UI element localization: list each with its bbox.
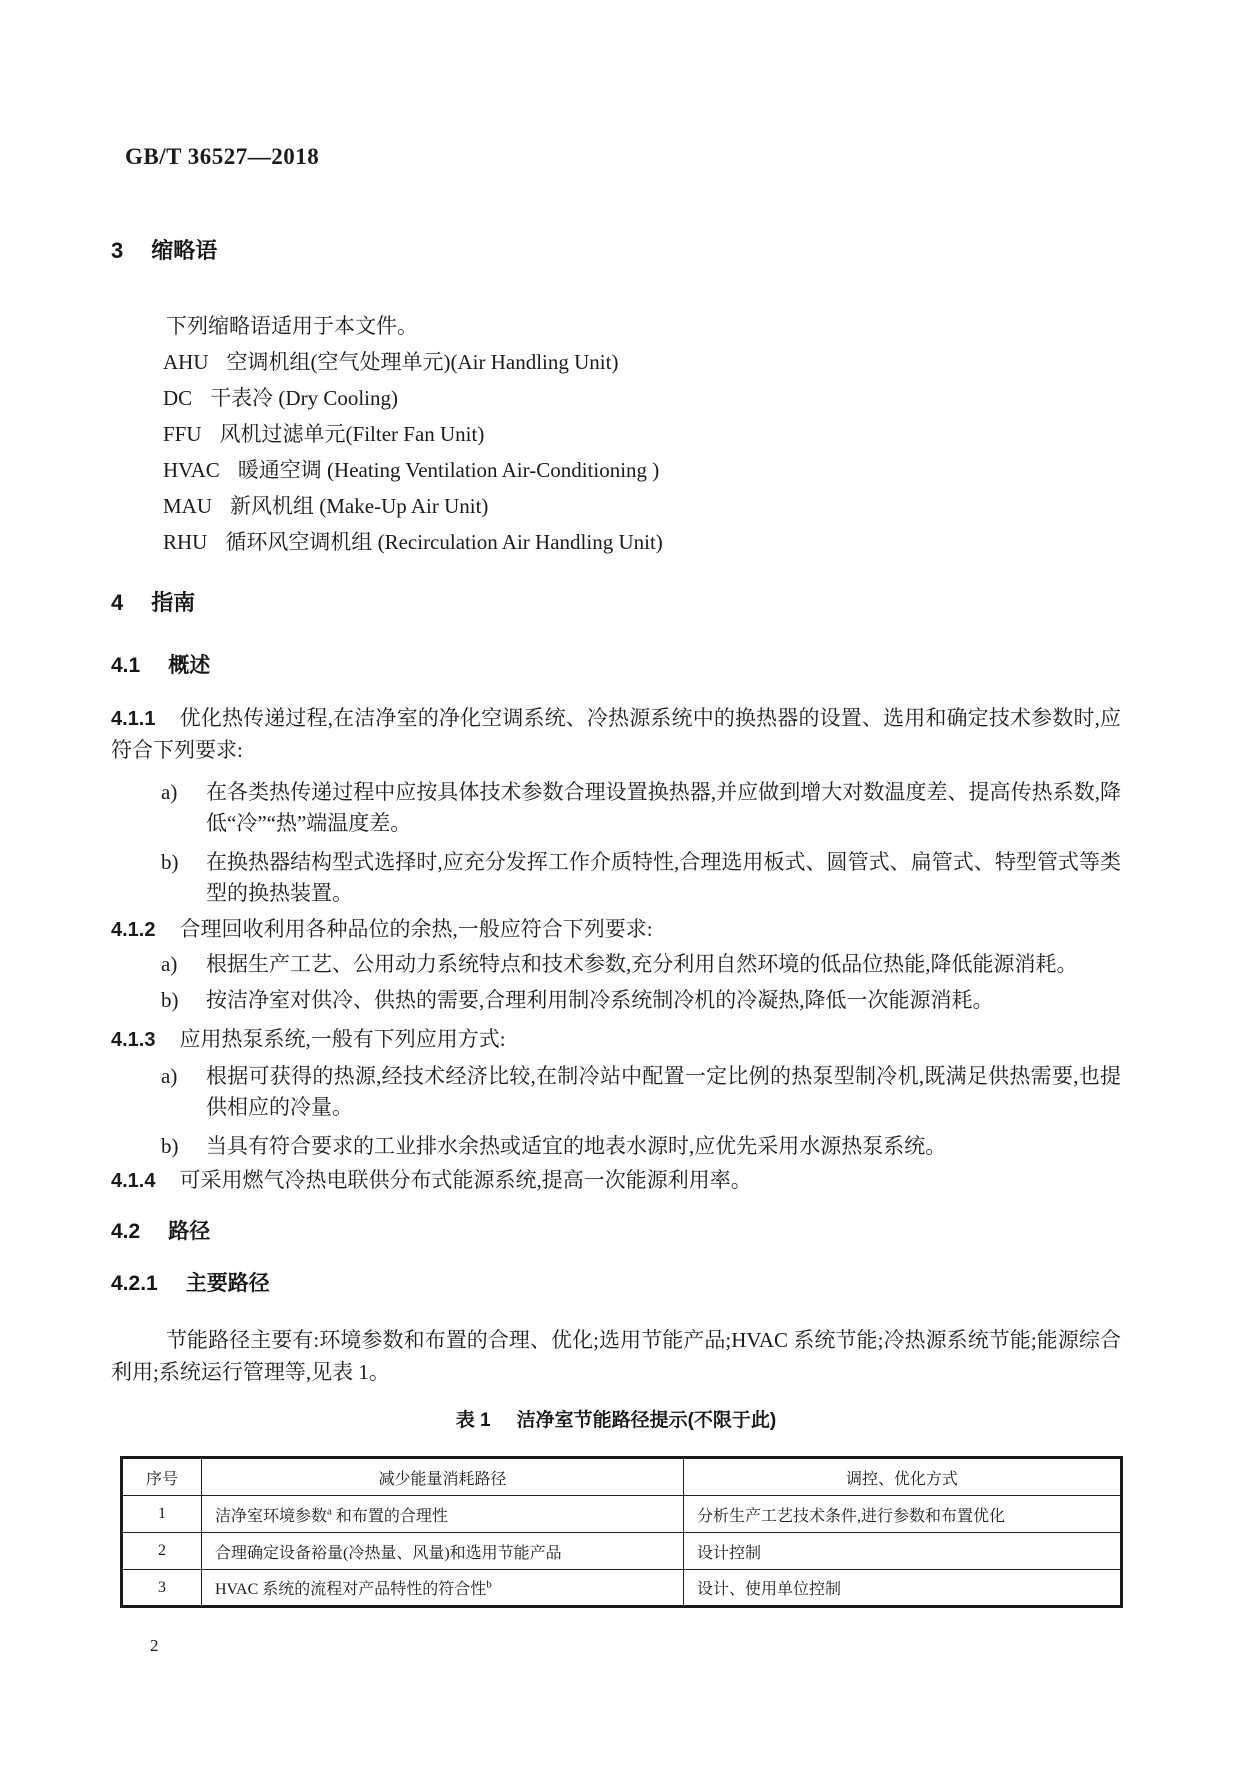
- section42-heading: [111, 1219, 1121, 1245]
- path-cell: [202, 1570, 684, 1607]
- abbr-row-hvac: [111, 452, 1121, 488]
- item-label: a): [161, 1064, 178, 1088]
- section3-heading: [111, 238, 1121, 264]
- section4-heading: [111, 590, 1121, 616]
- section41-title: 概述: [168, 654, 211, 677]
- item-text: 根据生产工艺、公用动力系统特点和技术参数,充分利用自然环境的低品位热能,降低能源消耗。: [206, 952, 1078, 976]
- abbr-definition: 空调机组(空气处理单元)(Air Handling Unit): [226, 350, 619, 374]
- footnote-ref-b: b: [486, 1578, 492, 1591]
- list-item-4-1-2-a: [111, 949, 1121, 980]
- abbr-definition: 风机过滤单元(Filter Fan Unit): [219, 422, 485, 446]
- abbr-code: AHU: [163, 350, 209, 374]
- abbr-code: DC: [163, 386, 193, 410]
- section3-title: 缩略语: [151, 238, 218, 263]
- abbr-row-mau: [111, 488, 1121, 524]
- item-label: a): [161, 952, 178, 976]
- column-header-path: 减少能量消耗路径: [202, 1458, 684, 1496]
- control-cell: 设计控制: [684, 1533, 1122, 1570]
- table1: [120, 1456, 1123, 1608]
- abbr-definition: 循环风空调机组 (Recirculation Air Handling Unit): [225, 530, 663, 554]
- path-text: HVAC 系统的流程对产品特性的符合性: [215, 1581, 487, 1598]
- item-label: b): [161, 988, 179, 1012]
- item-text: 当具有符合要求的工业排水余热或适宜的地表水源时,应优先采用水源热泵系统。: [206, 1134, 947, 1158]
- section42-number: 4.2: [111, 1220, 141, 1243]
- path-text: 合理确定设备裕量(冷热量、风量)和选用节能产品: [215, 1544, 562, 1562]
- clause-text: 优化热传递过程,在洁净室的净化空调系统、冷热源系统中的换热器的设置、选用和确定技术参数时,应符合下列要求:: [111, 706, 1121, 762]
- paragraph-energy-paths: 节能路径主要有:环境参数和布置的合理、优化;选用节能产品;HVAC 系统节能;冷热源系统节能;能源综合利用;系统运行管理等,见表 1。: [111, 1328, 1121, 1384]
- item-label: a): [161, 780, 178, 804]
- clause-text: 应用热泵系统,一般有下列应用方式:: [179, 1027, 506, 1051]
- clause-text: 合理回收利用各种品位的余热,一般应符合下列要求:: [179, 917, 653, 941]
- footnote-ref-a: a: [327, 1505, 332, 1518]
- path-tail: 和布置的合理性: [331, 1507, 448, 1525]
- section41-number: 4.1: [111, 654, 141, 677]
- section42-title: 路径: [168, 1220, 211, 1243]
- item-text: 在换热器结构型式选择时,应充分发挥工作介质特性,合理选用板式、圆管式、扁管式、特型管式等类型的换热装置。: [206, 850, 1121, 905]
- abbr-row-ffu: [111, 416, 1121, 452]
- clause-number: 4.1.1: [111, 708, 156, 730]
- item-label: b): [161, 1134, 179, 1158]
- page-number: 2: [150, 1636, 159, 1655]
- path-cell: [202, 1533, 684, 1570]
- path-text: 洁净室环境参数: [215, 1507, 328, 1525]
- table1-caption-title: 洁净室节能路径提示(不限于此): [516, 1410, 777, 1431]
- section4-number: 4: [111, 590, 124, 615]
- item-text: 根据可获得的热源,经技术经济比较,在制冷站中配置一定比例的热泵型制冷机,既满足供热需要,也提供相应的冷量。: [206, 1064, 1121, 1119]
- section4-title: 指南: [151, 590, 196, 615]
- table-row: [122, 1570, 1122, 1607]
- abbr-definition: 暖通空调 (Heating Ventilation Air-Conditioning ): [237, 458, 660, 482]
- abbr-row-ahu: [111, 344, 1121, 380]
- row-number-cell: 2: [122, 1533, 202, 1570]
- table1-caption: [111, 1410, 1121, 1432]
- item-text: 在各类热传递过程中应按具体技术参数合理设置换热器,并应做到增大对数温度差、提高传热系数,降低“冷”“热”端温度差。: [206, 780, 1121, 835]
- standard-number: GB/T 36527—2018: [125, 144, 320, 169]
- list-item-4-1-1-a: [111, 777, 1121, 839]
- section421-title: 主要路径: [185, 1272, 270, 1295]
- column-header-no: 序号: [122, 1458, 202, 1496]
- clause-number: 4.1.2: [111, 919, 156, 941]
- clause-text: 可采用燃气冷热电联供分布式能源系统,提高一次能源利用率。: [179, 1168, 752, 1192]
- abbr-definition: 新风机组 (Make-Up Air Unit): [230, 494, 489, 518]
- abbr-row-rhu: [111, 524, 1121, 560]
- table-row: [122, 1496, 1122, 1533]
- abbr-code: FFU: [163, 422, 202, 446]
- section421-number: 4.2.1: [111, 1272, 158, 1295]
- item-label: b): [161, 850, 179, 874]
- abbr-code: HVAC: [163, 458, 220, 482]
- abbreviations-intro: 下列缩略语适用于本文件。: [166, 314, 418, 338]
- clause-4-1-4: [111, 1165, 1121, 1197]
- abbr-code: MAU: [163, 494, 213, 518]
- row-number-cell: 3: [122, 1570, 202, 1607]
- section3-number: 3: [111, 238, 124, 263]
- abbr-row-dc: [111, 380, 1121, 416]
- path-cell: [202, 1496, 684, 1533]
- clause-number: 4.1.4: [111, 1170, 156, 1192]
- section421-heading: [111, 1271, 1121, 1297]
- column-header-control: 调控、优化方式: [684, 1458, 1122, 1496]
- clause-4-1-3: [111, 1024, 1121, 1056]
- abbr-code: RHU: [163, 530, 208, 554]
- list-item-4-1-3-a: [111, 1061, 1121, 1123]
- clause-4-1-2: [111, 914, 1121, 946]
- list-item-4-1-3-b: [111, 1131, 1121, 1162]
- section41-heading: [111, 653, 1121, 679]
- abbreviations-list: [111, 344, 1121, 560]
- clause-4-1-1: [111, 703, 1121, 766]
- table-row: [122, 1533, 1122, 1570]
- table-header-row: [122, 1458, 1122, 1496]
- list-item-4-1-2-b: [111, 985, 1121, 1016]
- item-text: 按洁净室对供冷、供热的需要,合理利用制冷系统制冷机的冷凝热,降低一次能源消耗。: [206, 988, 994, 1012]
- control-cell: 设计、使用单位控制: [684, 1570, 1122, 1607]
- clause-number: 4.1.3: [111, 1029, 156, 1051]
- control-cell: 分析生产工艺技术条件,进行参数和布置优化: [684, 1496, 1122, 1533]
- table1-caption-label: 表 1: [455, 1410, 491, 1431]
- list-item-4-1-1-b: [111, 847, 1121, 909]
- abbr-definition: 干表冷 (Dry Cooling): [210, 386, 399, 410]
- row-number-cell: 1: [122, 1496, 202, 1533]
